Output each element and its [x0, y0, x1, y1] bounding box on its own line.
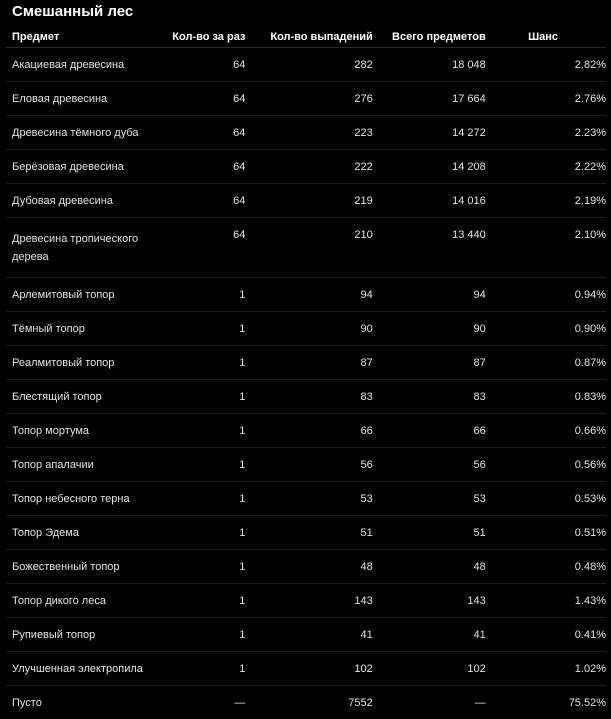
- table-row: [6, 652, 606, 686]
- cell-item: Топор небесного терна: [6, 482, 170, 516]
- cell-total: 143: [373, 584, 486, 618]
- cell-chance: 2.10%: [486, 218, 606, 278]
- cell-total: 53: [373, 482, 486, 516]
- cell-drops: 102: [247, 652, 372, 686]
- cell-item: Реалмитовый топор: [6, 346, 170, 380]
- cell-item: Божественный топор: [6, 550, 170, 584]
- table-row: [6, 312, 606, 346]
- cell-item: Древесина тёмного дуба: [6, 116, 170, 150]
- cell-total: 102: [373, 652, 486, 686]
- cell-chance: 0.53%: [486, 482, 606, 516]
- cell-total: 56: [373, 448, 486, 482]
- table-row: [6, 48, 606, 82]
- cell-total: 51: [373, 516, 486, 550]
- cell-drops: 41: [247, 618, 372, 652]
- cell-item: Улучшенная электропила: [6, 652, 170, 686]
- cell-total: 66: [373, 414, 486, 448]
- cell-total: 14 208: [373, 150, 486, 184]
- cell-chance: 0.94%: [486, 278, 606, 312]
- cell-per-roll: 1: [170, 618, 247, 652]
- table-row: [6, 686, 606, 719]
- header-per-roll: Кол-во за раз: [170, 26, 247, 48]
- cell-chance: 0.56%: [486, 448, 606, 482]
- table-row: [6, 184, 606, 218]
- cell-chance: 0.48%: [486, 550, 606, 584]
- table-row: [6, 618, 606, 652]
- cell-chance: 0.41%: [486, 618, 606, 652]
- cell-total: 48: [373, 550, 486, 584]
- table-row: [6, 550, 606, 584]
- cell-item: Арлемитовый топор: [6, 278, 170, 312]
- cell-drops: 143: [247, 584, 372, 618]
- cell-item: Еловая древесина: [6, 82, 170, 116]
- header-drops: Кол-во выпадений: [247, 26, 372, 48]
- table-row: [6, 116, 606, 150]
- cell-drops: 219: [247, 184, 372, 218]
- cell-item: Топор дикого леса: [6, 584, 170, 618]
- header-total: Всего предметов: [373, 26, 486, 48]
- cell-per-roll: 64: [170, 184, 247, 218]
- cell-total: 14 016: [373, 184, 486, 218]
- cell-drops: 282: [247, 48, 372, 82]
- cell-total: 14 272: [373, 116, 486, 150]
- cell-drops: 53: [247, 482, 372, 516]
- cell-item: Топор апалачии: [6, 448, 170, 482]
- cell-chance: 2.82%: [486, 48, 606, 82]
- cell-per-roll: 64: [170, 116, 247, 150]
- table-row: [6, 82, 606, 116]
- cell-per-roll: 1: [170, 584, 247, 618]
- cell-item: Берёзовая древесина: [6, 150, 170, 184]
- table-row: [6, 414, 606, 448]
- cell-per-roll: 1: [170, 278, 247, 312]
- table-row: [6, 150, 606, 184]
- drop-table: [6, 26, 606, 719]
- cell-total: —: [373, 686, 486, 719]
- cell-chance: 2.23%: [486, 116, 606, 150]
- cell-chance: 2.76%: [486, 82, 606, 116]
- table-row: [6, 380, 606, 414]
- cell-chance: 1.02%: [486, 652, 606, 686]
- cell-chance: 2.19%: [486, 184, 606, 218]
- cell-per-roll: 1: [170, 312, 247, 346]
- cell-drops: 87: [247, 346, 372, 380]
- table-row: [6, 278, 606, 312]
- cell-item: Блестящий топор: [6, 380, 170, 414]
- cell-item: Топор Эдема: [6, 516, 170, 550]
- cell-drops: 7552: [247, 686, 372, 719]
- cell-drops: 222: [247, 150, 372, 184]
- cell-per-roll: —: [170, 686, 247, 719]
- header-chance: Шанс: [486, 26, 606, 48]
- table-row: [6, 482, 606, 516]
- cell-item: Тёмный топор: [6, 312, 170, 346]
- cell-total: 94: [373, 278, 486, 312]
- cell-total: 17 664: [373, 82, 486, 116]
- cell-per-roll: 1: [170, 482, 247, 516]
- cell-total: 18 048: [373, 48, 486, 82]
- cell-per-roll: 1: [170, 516, 247, 550]
- cell-per-roll: 1: [170, 448, 247, 482]
- cell-chance: 0.51%: [486, 516, 606, 550]
- cell-item: Рупиевый топор: [6, 618, 170, 652]
- cell-per-roll: 64: [170, 150, 247, 184]
- header-item: Предмет: [6, 26, 170, 48]
- cell-drops: 51: [247, 516, 372, 550]
- cell-per-roll: 64: [170, 82, 247, 116]
- table-header-row: [6, 26, 606, 48]
- cell-chance: 1.43%: [486, 584, 606, 618]
- cell-item: Дубовая древесина: [6, 184, 170, 218]
- cell-per-roll: 1: [170, 550, 247, 584]
- cell-drops: 66: [247, 414, 372, 448]
- table-row: [6, 218, 606, 278]
- cell-item: Акациевая древесина: [6, 48, 170, 82]
- cell-total: 83: [373, 380, 486, 414]
- cell-chance: 0.87%: [486, 346, 606, 380]
- cell-total: 13 440: [373, 218, 486, 278]
- cell-drops: 56: [247, 448, 372, 482]
- cell-drops: 223: [247, 116, 372, 150]
- table-row: [6, 584, 606, 618]
- cell-chance: 0.66%: [486, 414, 606, 448]
- cell-per-roll: 64: [170, 218, 247, 278]
- cell-per-roll: 64: [170, 48, 247, 82]
- cell-drops: 90: [247, 312, 372, 346]
- table-row: [6, 516, 606, 550]
- table-row: [6, 346, 606, 380]
- cell-chance: 0.83%: [486, 380, 606, 414]
- cell-item: Пусто: [6, 686, 170, 719]
- cell-chance: 0.90%: [486, 312, 606, 346]
- table-row: [6, 448, 606, 482]
- cell-total: 41: [373, 618, 486, 652]
- cell-per-roll: 1: [170, 380, 247, 414]
- cell-per-roll: 1: [170, 346, 247, 380]
- page-title: Смешанный лес: [12, 2, 133, 22]
- cell-chance: 2.22%: [486, 150, 606, 184]
- cell-drops: 94: [247, 278, 372, 312]
- cell-drops: 48: [247, 550, 372, 584]
- cell-item: Древесина тропического дерева: [6, 218, 170, 278]
- cell-drops: 83: [247, 380, 372, 414]
- cell-chance: 75.52%: [486, 686, 606, 719]
- cell-item: Топор мортума: [6, 414, 170, 448]
- cell-drops: 276: [247, 82, 372, 116]
- cell-per-roll: 1: [170, 414, 247, 448]
- cell-total: 87: [373, 346, 486, 380]
- cell-drops: 210: [247, 218, 372, 278]
- cell-total: 90: [373, 312, 486, 346]
- cell-per-roll: 1: [170, 652, 247, 686]
